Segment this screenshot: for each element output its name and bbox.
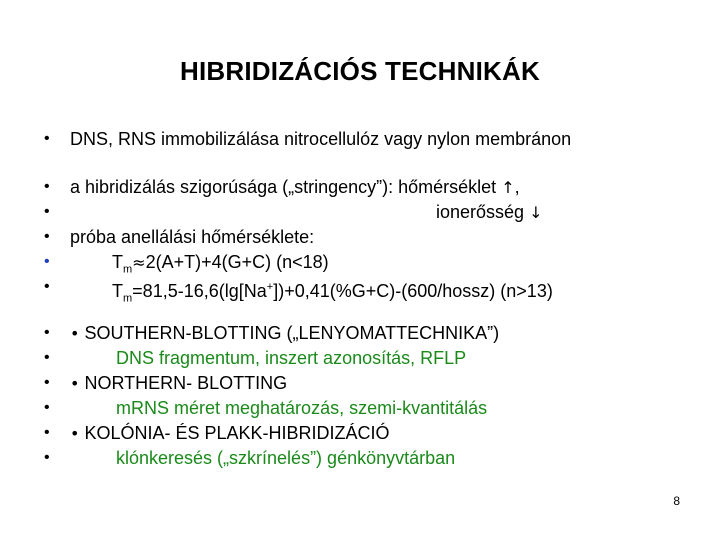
tm-formula-short-text: 2(A+T)+4(G+C) (n<18): [145, 252, 329, 272]
tm-symbol: T: [112, 281, 123, 301]
colony-line: [70, 422, 390, 445]
bullet-6: •: [44, 278, 50, 295]
colony-desc: klónkeresés („szkrínelés”) génkönyvtárban: [116, 448, 456, 468]
northern-title: NORTHERN- BLOTTING: [84, 373, 288, 393]
bullet-11: •: [44, 424, 50, 441]
southern-title: SOUTHERN-BLOTTING („LENYOMATTECHNIKA”): [84, 323, 500, 343]
dot-icon: •: [70, 374, 80, 393]
bullet-4: •: [44, 228, 50, 245]
northern-line: [70, 372, 287, 395]
bullet-9: •: [44, 374, 50, 391]
page-number: 8: [673, 494, 680, 508]
slide-title: HIBRIDIZÁCIÓS TECHNIKÁK: [180, 56, 540, 86]
ion-strength-text: ionerősség: [436, 202, 525, 222]
immobilization-line: DNS, RNS immobilizálása nitrocellulóz vagy nylon membránon: [70, 129, 572, 149]
bullet-10: •: [44, 399, 50, 416]
bullet-2: •: [44, 178, 50, 195]
bullet-3: •: [44, 203, 50, 220]
tm-subscript: m: [123, 292, 133, 305]
tm-formula-long-part2: ])+0,41(%G+C)-(600/hossz) (n>13): [273, 281, 553, 301]
southern-desc: DNS fragmentum, inszert azonosítás, RFLP: [116, 348, 467, 368]
dot-icon: •: [70, 324, 80, 343]
approx-icon: ≈: [132, 253, 146, 272]
arrow-up-icon: ↑: [501, 178, 515, 197]
tm-formula-long: [112, 276, 553, 310]
bullet-12: •: [44, 449, 50, 466]
arrow-down-icon: ↓: [529, 203, 543, 222]
colony-title: KOLÓNIA- ÉS PLAKK-HIBRIDIZÁCIÓ: [84, 423, 390, 443]
bullet-7: •: [44, 324, 50, 341]
northern-desc: mRNS méret meghatározás, szemi-kvantitálás: [116, 398, 488, 418]
stringency-text: a hibridizálás szigorúsága („stringency”): hőmérséklet: [70, 177, 497, 197]
probe-annealing-line: próba anellálási hőmérséklete:: [70, 227, 315, 247]
stringency-line: [70, 176, 520, 199]
bullet-8: •: [44, 349, 50, 366]
tm-subscript: m: [123, 263, 133, 276]
tm-formula-long-part1: =81,5-16,6(lg[Na: [132, 281, 267, 301]
tm-symbol: T: [112, 252, 123, 272]
ion-strength-line: [436, 201, 542, 224]
bullet-5: •: [44, 253, 50, 270]
dot-icon: •: [70, 424, 80, 443]
na-charge-superscript: +: [266, 281, 274, 293]
bullet-1: •: [44, 130, 50, 147]
stringency-comma: ,: [514, 177, 520, 197]
southern-line: [70, 322, 499, 345]
